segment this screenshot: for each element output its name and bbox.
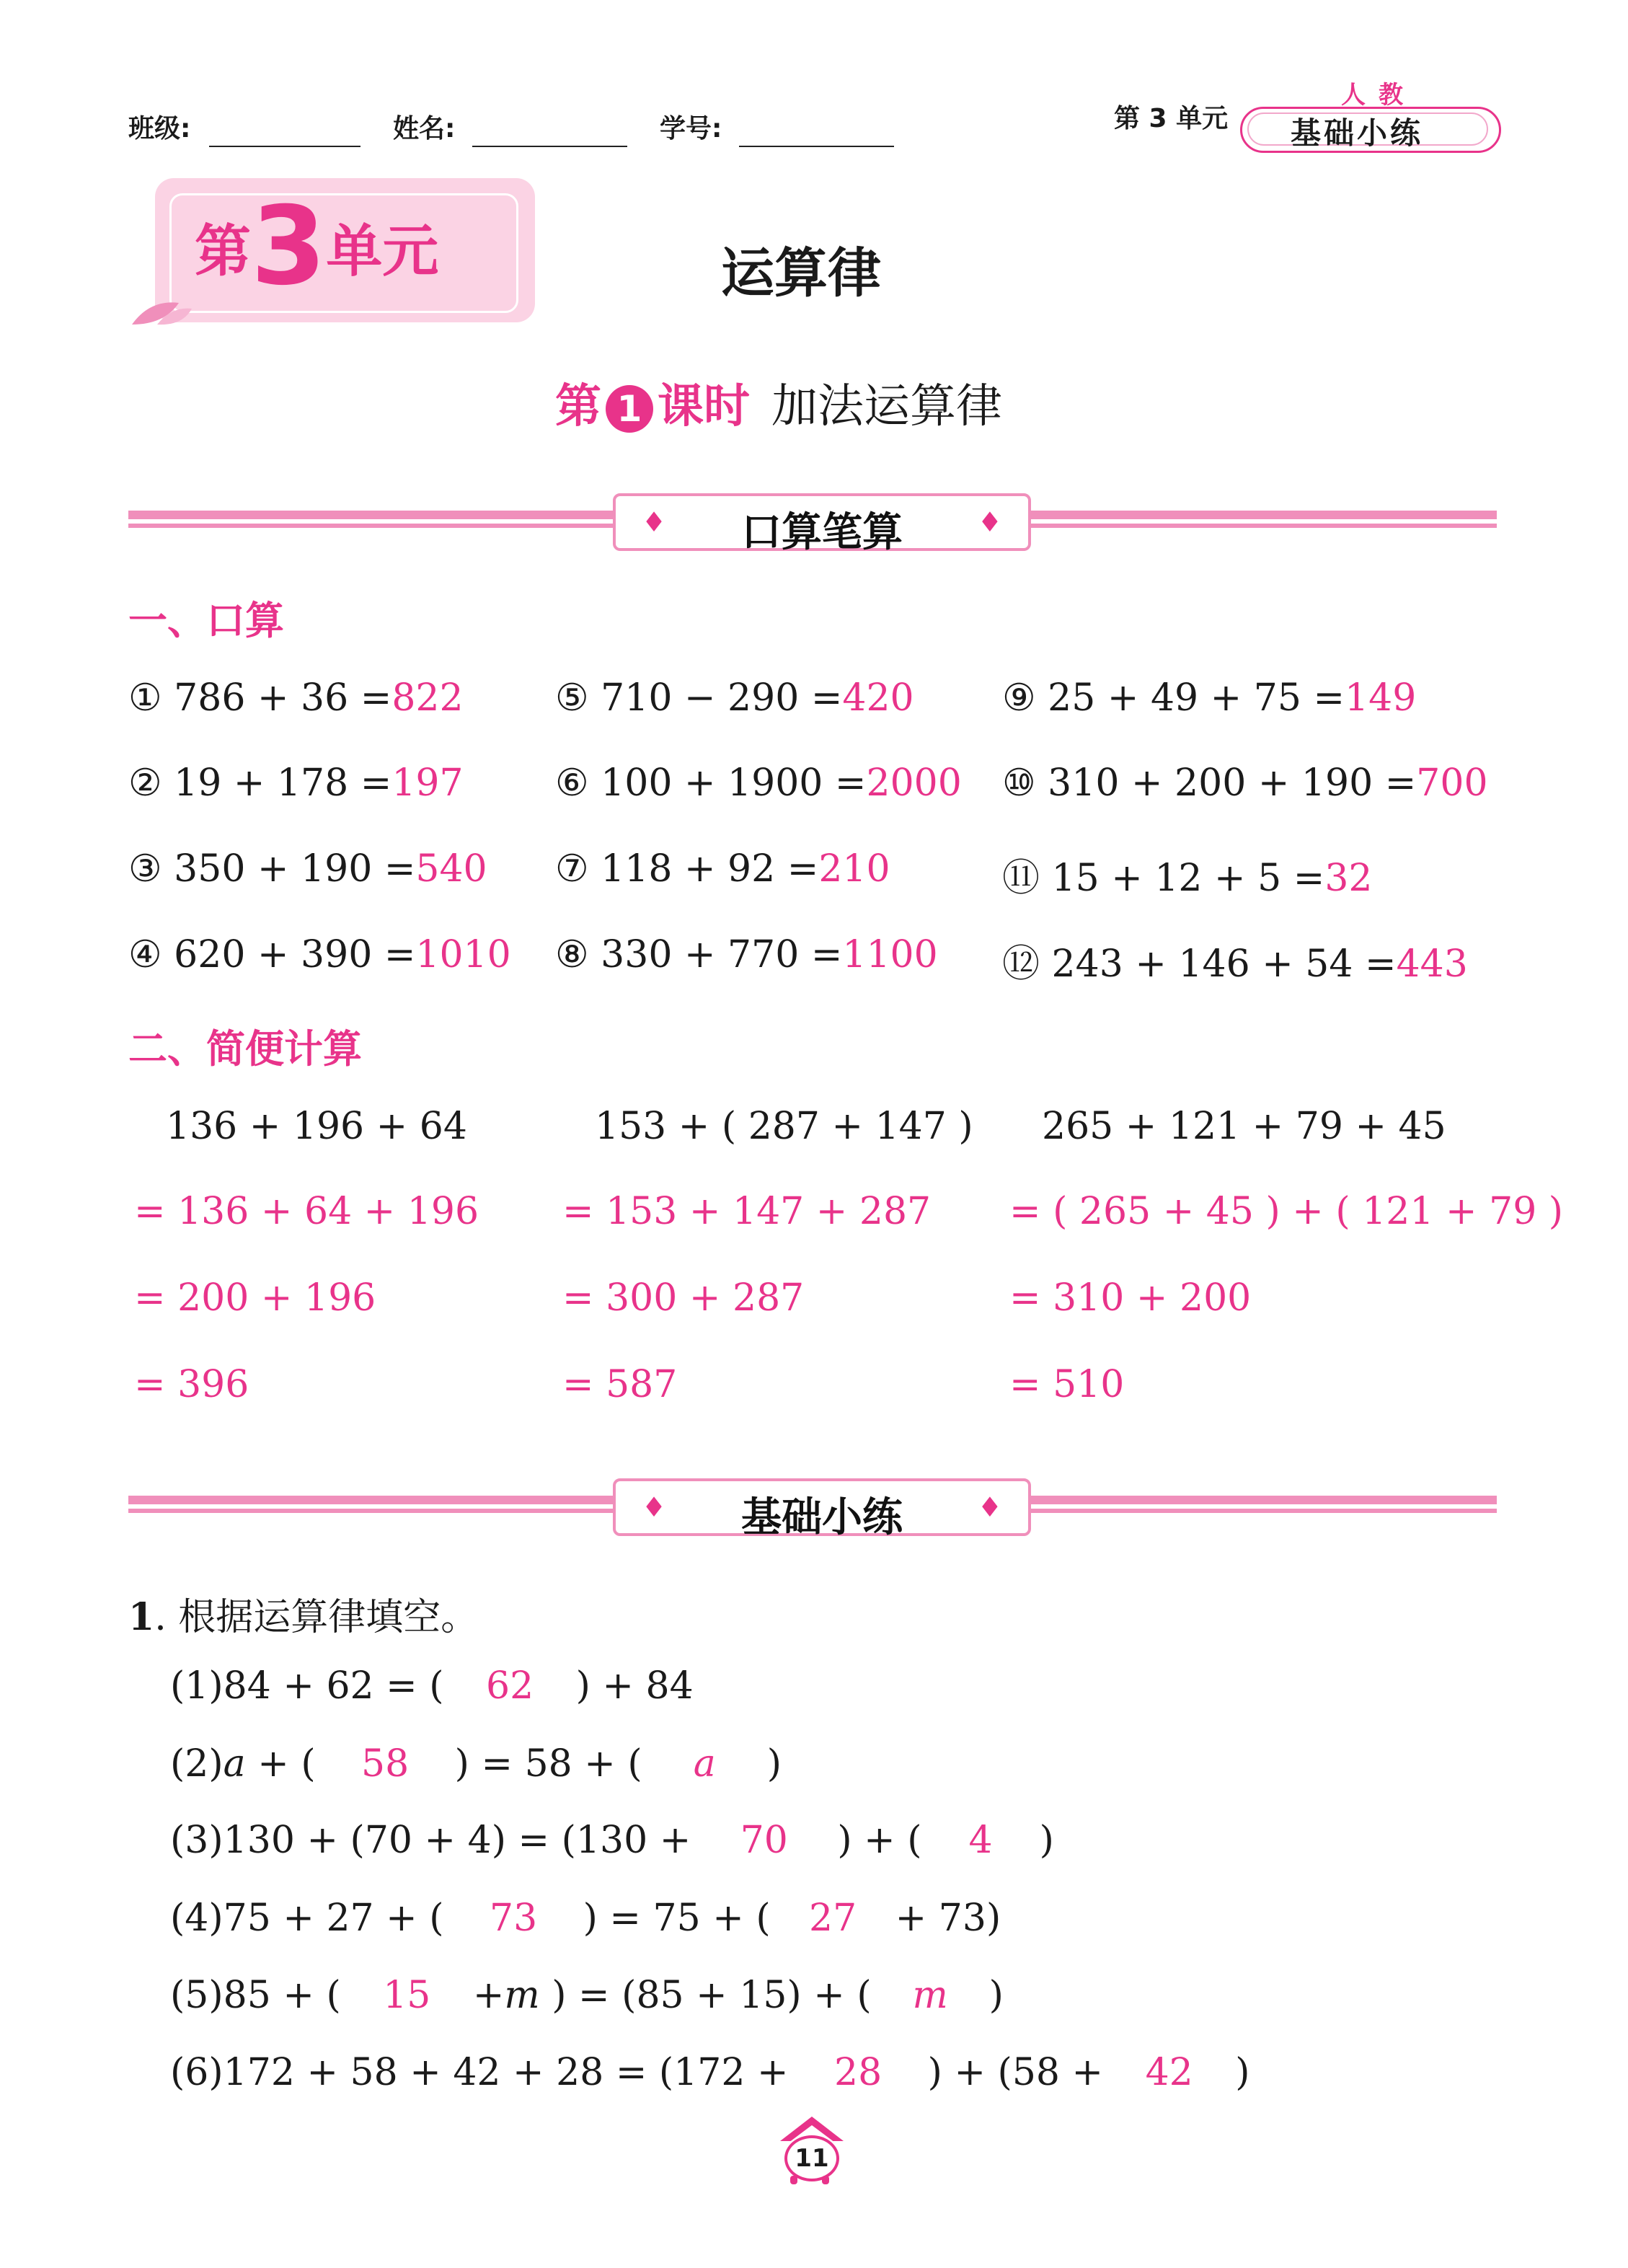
oral-item: ② 19 + 178 =197 (128, 762, 464, 805)
name-blank[interactable] (472, 146, 627, 147)
fill-answer: 27 (809, 1897, 857, 1940)
simple-problem: 265 + 121 + 79 + 45 (1042, 1105, 1446, 1148)
simple-step: = 587 (562, 1363, 678, 1406)
oral-item: ⑨ 25 + 49 + 75 =149 (1002, 676, 1417, 720)
question-number: 1 (128, 1595, 155, 1639)
oral-item: ④ 620 + 390 =1010 (128, 933, 511, 976)
question-1-title (128, 1587, 478, 1641)
section-header-label: 口算笔算 (741, 509, 903, 556)
fill-answer: 42 (1145, 2051, 1193, 2094)
fill-answer: 62 (485, 1664, 534, 1708)
oral-item: ⑧ 330 + 770 =1100 (555, 933, 938, 976)
name-label: 姓名: (393, 114, 456, 144)
oral-item: ⑩ 310 + 200 + 190 =700 (1002, 762, 1488, 805)
fill-answer: m (912, 1974, 948, 2017)
header-unit: 第 3 单元 (1114, 104, 1229, 133)
oral-section-title: 一、口算 (128, 598, 284, 643)
fill-answer: 28 (834, 2051, 882, 2094)
leaf-icon (128, 296, 193, 332)
oral-item: ① 786 + 36 =822 (128, 676, 464, 720)
simple-step: = 300 + 287 (562, 1276, 805, 1320)
simple-step: = 136 + 64 + 196 (134, 1190, 479, 1233)
section-header-basic-practice (613, 1478, 1031, 1541)
fill-item: (5)85 + ( 15 +m ) = (85 + 15) + ( m ) (170, 1974, 1004, 2017)
fill-answer: 58 (361, 1742, 410, 1786)
class-blank[interactable] (209, 146, 360, 147)
simple-step: = 153 + 147 + 287 (562, 1190, 932, 1233)
series-name: 基础小练 (1291, 115, 1424, 151)
oral-item: ③ 350 + 190 =540 (128, 847, 487, 891)
student-id-blank[interactable] (739, 146, 894, 147)
lesson-title (555, 369, 1002, 436)
oral-item: ⑤ 710 − 290 =420 (555, 676, 914, 720)
student-id-label: 学号: (660, 114, 722, 144)
unit-badge-number: 3 (251, 184, 327, 309)
fill-item: (1)84 + 62 = ( 62 ) + 84 (170, 1664, 694, 1708)
unit-badge-suffix: 单元 (326, 219, 439, 284)
unit-badge-prefix: 第 (195, 219, 252, 284)
diamond-icon: ♦ (977, 506, 1002, 538)
fill-answer: 4 (968, 1819, 993, 1862)
fill-answer: 73 (489, 1897, 538, 1940)
simple-step: = 200 + 196 (134, 1276, 376, 1320)
simple-problem: 136 + 196 + 64 (166, 1105, 467, 1148)
page-number: 11 (784, 2135, 839, 2181)
simple-step: = 310 + 200 (1009, 1276, 1252, 1320)
oral-item: ⑥ 100 + 1900 =2000 (555, 762, 962, 805)
fill-item: (3)130 + (70 + 4) = (130 + 70 ) + ( 4 ) (170, 1819, 1054, 1862)
edition-label: 人教 (1341, 81, 1416, 110)
unit-badge-text (195, 184, 439, 309)
fill-answer: a (693, 1742, 716, 1786)
lesson-name: 加法运算律 (771, 380, 1002, 433)
fill-answer: 15 (383, 1974, 431, 2017)
page-number-badge (777, 2117, 846, 2186)
oral-item: ⑫ 243 + 146 + 54 =443 (1002, 943, 1468, 986)
simple-step: = 510 (1009, 1363, 1125, 1406)
fill-item: (6)172 + 58 + 42 + 28 = (172 + 28 ) + (58 + 42 ) (170, 2051, 1250, 2094)
lesson-suffix: 课时 (658, 380, 750, 433)
simple-step: = ( 265 + 45 ) + ( 121 + 79 ) (1009, 1190, 1564, 1233)
fill-item: (4)75 + 27 + ( 73 ) = 75 + ( 27 + 73) (170, 1897, 1001, 1940)
section-header-label: 基础小练 (741, 1494, 903, 1541)
diamond-icon: ♦ (977, 1491, 1002, 1523)
lesson-number: 1 (606, 385, 653, 433)
simple-problem: 153 + ( 287 + 147 ) (595, 1105, 973, 1148)
series-logo (1240, 107, 1500, 151)
section-header-oral-written (613, 493, 1031, 556)
fill-item: (2)a + ( 58 ) = 58 + ( a ) (170, 1742, 782, 1786)
diamond-icon: ♦ (642, 1491, 667, 1523)
unit-title: 运算律 (721, 242, 881, 304)
simple-calc-section-title: 二、简便计算 (128, 1026, 362, 1072)
class-label: 班级: (128, 114, 191, 144)
simple-step: = 396 (134, 1363, 249, 1406)
oral-item: ⑪ 15 + 12 + 5 =32 (1002, 857, 1373, 900)
question-text: . 根据运算律填空。 (154, 1596, 479, 1639)
lesson-prefix: 第 (555, 380, 601, 433)
diamond-icon: ♦ (642, 506, 667, 538)
fill-answer: 70 (740, 1819, 788, 1862)
oral-item: ⑦ 118 + 92 =210 (555, 847, 890, 891)
